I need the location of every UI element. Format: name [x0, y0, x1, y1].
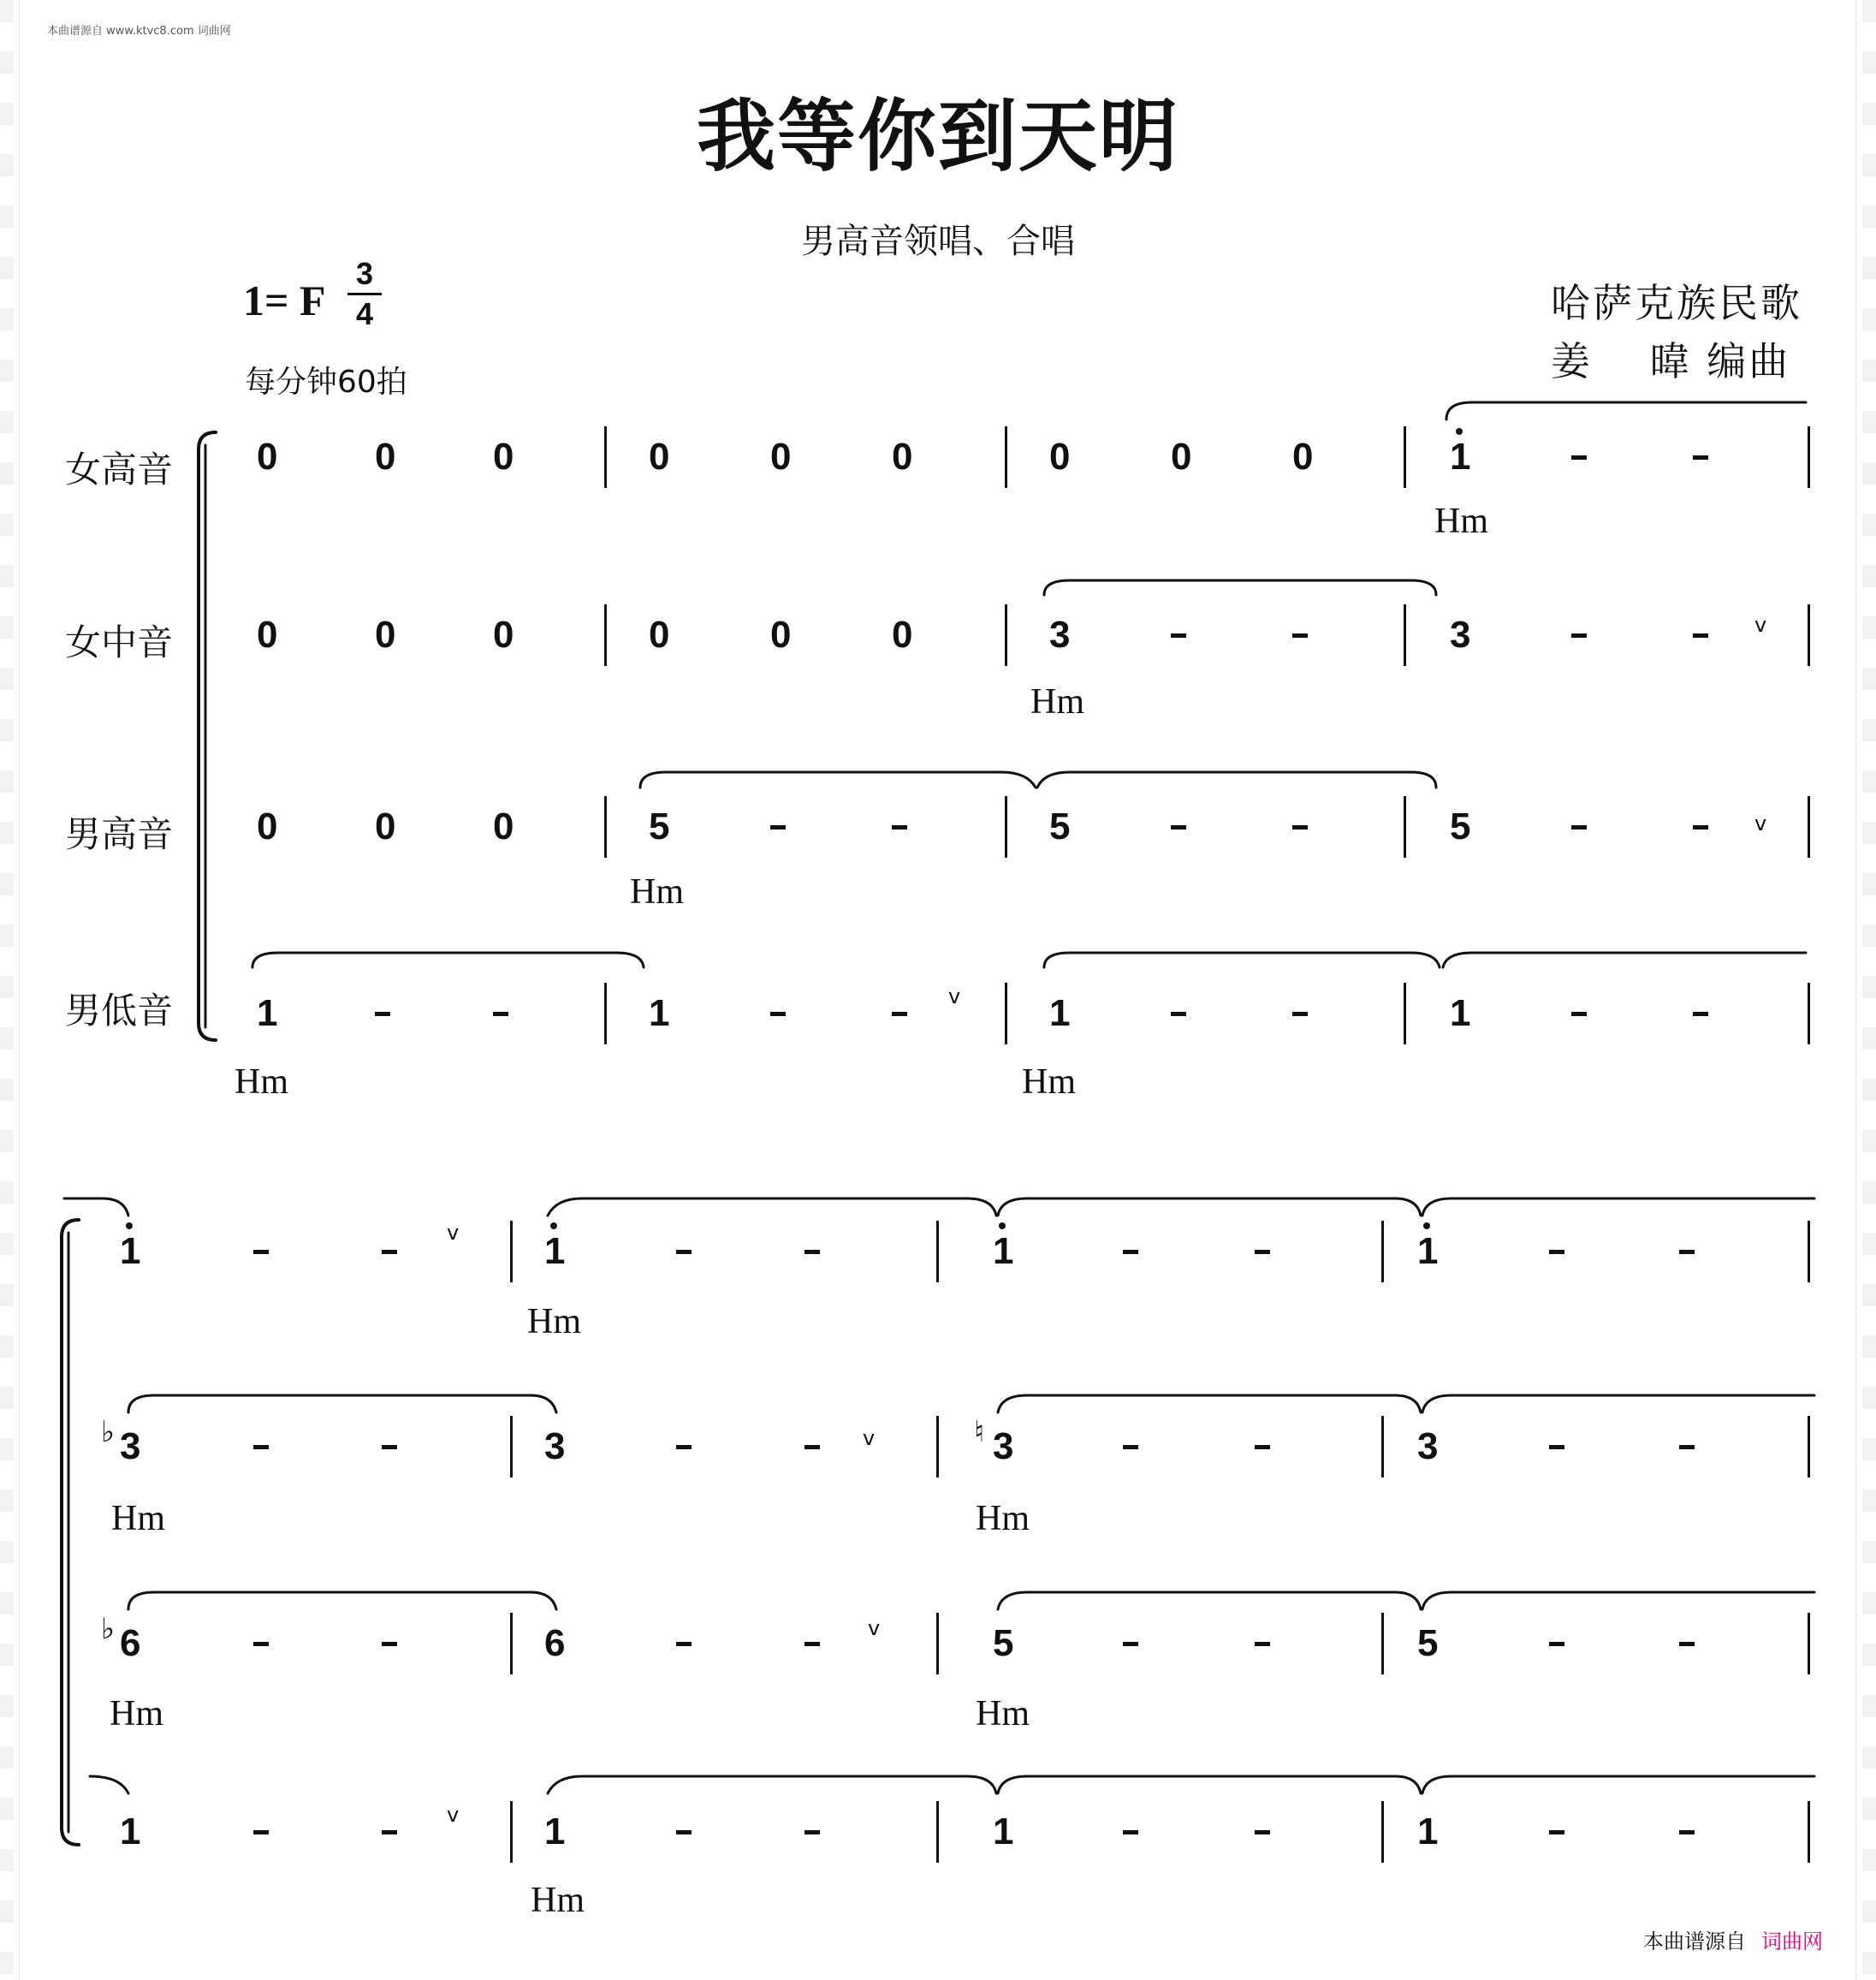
s2-r1-m1-dash-2	[804, 1445, 820, 1449]
s1-r2-breath-mark-0: v	[1754, 812, 1767, 835]
s1-r3-m2-dash-1	[1171, 1012, 1186, 1016]
s1-r2-m0-note-0: 0	[257, 806, 278, 847]
slur-s1-tenor-b	[1037, 772, 1436, 788]
s1-r2-m0-note-0: 0	[375, 806, 396, 847]
s1-r3-m1-dash-1	[770, 1012, 786, 1016]
s1-r2-barline-3	[1808, 796, 1810, 858]
s2-r2-m0-accidental: ♭	[101, 1612, 116, 1646]
s2-r2-m0-note-6: 6	[120, 1622, 141, 1664]
s1-r2-m0-note-0: 0	[493, 806, 514, 847]
slur-s2-soprano-b	[548, 1198, 996, 1216]
slur-s2-bass-d	[1422, 1776, 1814, 1793]
s2-r3-barline-2	[1381, 1801, 1384, 1863]
source-credit: 哈萨克族民歌	[1551, 280, 1802, 326]
footer-site-link[interactable]: 词曲网	[1761, 1929, 1823, 1953]
s1-r1-breath-mark-0: v	[1754, 613, 1767, 637]
slur-s1-soprano	[1446, 402, 1806, 419]
s2-r0-m1-note-high-1: 1	[544, 1230, 566, 1272]
s1-r0-m3-dash-1	[1571, 455, 1587, 460]
s2-r0-barline-3	[1808, 1221, 1810, 1282]
s2-r0-m3-dash-1	[1549, 1250, 1564, 1254]
s1-r3-barline-3	[1808, 983, 1810, 1044]
s2-r2-m1-dash-2	[804, 1642, 820, 1646]
s1-r3-m0-dash-1	[375, 1012, 390, 1016]
s2-r1-m1-dash-1	[676, 1445, 692, 1449]
s1-r2-lyric-0: Hm	[630, 872, 684, 912]
s2-r3-m0-dash-1	[253, 1830, 269, 1834]
source-site-top: 本曲谱源自 www.ktvc8.com 词曲网	[47, 25, 231, 38]
s1-r2-m3-dash-1	[1571, 825, 1587, 829]
footer-credit	[1643, 1924, 1823, 1954]
s2-r1-m3-dash-2	[1679, 1445, 1695, 1449]
s1-r0-barline-1	[1005, 426, 1007, 488]
s1-r3-m3-dash-2	[1693, 1012, 1708, 1016]
s2-r0-m0-dash-2	[382, 1250, 397, 1254]
s2-r2-barline-0	[510, 1613, 513, 1674]
system1-brace	[199, 432, 216, 1040]
slur-s1-bass-b	[1044, 953, 1440, 967]
s2-r3-m3-note-1: 1	[1417, 1811, 1439, 1852]
slur-s2-bass-c	[998, 1776, 1421, 1793]
s2-r0-m3-note-high-1: 1	[1417, 1230, 1439, 1272]
s2-r1-lyric-0: Hm	[111, 1499, 165, 1538]
s2-r3-breath-mark-0: v	[447, 1803, 460, 1827]
slur-s2-soprano-c	[998, 1198, 1421, 1216]
s2-r1-m2-accidental: ♮	[974, 1415, 985, 1449]
s1-r3-m3-dash-1	[1571, 1012, 1587, 1016]
tempo-marking: 每分钟60拍	[245, 365, 407, 400]
s1-r1-m2-note-3: 3	[1049, 614, 1071, 656]
slur-s2-alto-b	[998, 1395, 1421, 1412]
footer-label: 本曲谱源自	[1643, 1929, 1746, 1953]
s2-r1-barline-0	[510, 1416, 513, 1478]
s2-r0-m1-octave-dot	[550, 1222, 557, 1229]
slur-s2-soprano-a	[64, 1198, 128, 1216]
s1-r2-barline-0	[604, 796, 607, 858]
s1-r3-m3-note-1: 1	[1450, 992, 1471, 1034]
s2-r1-breath-mark-0: v	[863, 1426, 876, 1450]
s2-r3-barline-1	[936, 1801, 939, 1863]
s2-r0-m3-octave-dot	[1423, 1222, 1430, 1229]
s1-r3-m0-note-1: 1	[257, 992, 278, 1034]
s1-r1-lyric-0: Hm	[1030, 682, 1084, 722]
s1-r0-m1-note-0: 0	[770, 436, 792, 478]
slur-s1-bass-a	[252, 953, 644, 967]
s1-r0-barline-2	[1404, 426, 1406, 488]
s1-r3-lyric-0: Hm	[234, 1062, 288, 1102]
s1-r1-m0-note-0: 0	[375, 614, 396, 656]
s2-r0-barline-1	[936, 1221, 939, 1282]
s1-r2-m2-dash-1	[1171, 825, 1186, 829]
voice-label-alto: 女中音	[65, 621, 174, 663]
s1-r1-barline-3	[1808, 604, 1810, 666]
s1-r1-m3-dash-2	[1693, 633, 1708, 638]
s2-r1-barline-2	[1381, 1416, 1384, 1478]
s2-r3-m2-dash-2	[1255, 1830, 1270, 1834]
s2-r0-lyric-0: Hm	[527, 1302, 581, 1341]
slur-s2-tenor-a	[128, 1592, 556, 1609]
system2-brace	[62, 1220, 79, 1845]
s2-r2-lyric-0: Hm	[110, 1694, 163, 1733]
s2-r3-m1-dash-2	[804, 1830, 820, 1834]
arranger-credit: 姜 暐 编曲	[1551, 338, 1791, 384]
s2-r1-lyric-1: Hm	[976, 1499, 1030, 1538]
s1-r1-m1-note-0: 0	[770, 614, 792, 656]
s1-r3-barline-2	[1404, 983, 1406, 1044]
s2-r3-m1-dash-1	[676, 1830, 692, 1834]
s1-r3-m2-dash-2	[1292, 1012, 1308, 1016]
s2-r1-barline-1	[936, 1416, 939, 1478]
s2-r1-m2-note-3: 3	[993, 1425, 1014, 1467]
s2-r0-m3-dash-2	[1679, 1250, 1695, 1254]
s1-r0-m3-dash-2	[1693, 455, 1708, 460]
s2-r2-m0-dash-1	[253, 1642, 269, 1646]
s1-r0-m1-note-0: 0	[892, 436, 913, 478]
s2-r3-m2-dash-1	[1123, 1830, 1138, 1834]
s1-r0-barline-3	[1808, 426, 1810, 488]
s2-r2-lyric-1: Hm	[976, 1694, 1030, 1733]
s2-r0-m2-note-high-1: 1	[993, 1230, 1014, 1272]
s2-r0-barline-0	[510, 1221, 513, 1282]
s2-r2-barline-2	[1381, 1613, 1384, 1674]
slur-s1-alto	[1044, 580, 1436, 595]
s1-r0-m2-note-0: 0	[1049, 436, 1071, 478]
s1-r1-m2-dash-1	[1171, 633, 1186, 638]
s2-r1-m2-dash-1	[1123, 1445, 1138, 1449]
s1-r1-m3-note-3: 3	[1450, 614, 1471, 656]
slur-s2-alto-a	[128, 1395, 556, 1412]
s1-r1-m0-note-0: 0	[493, 614, 514, 656]
s1-r3-m0-dash-2	[493, 1012, 508, 1016]
s2-r0-m1-dash-1	[676, 1250, 692, 1254]
s1-r1-barline-1	[1005, 604, 1007, 666]
s2-r0-m2-dash-2	[1255, 1250, 1270, 1254]
slur-s2-soprano-d	[1422, 1198, 1814, 1216]
s1-r1-m1-note-0: 0	[649, 614, 670, 656]
song-subtitle: 男高音领唱、合唱	[801, 222, 1075, 261]
s2-r0-m0-dash-1	[253, 1250, 269, 1254]
s1-r2-barline-1	[1005, 796, 1007, 858]
s1-r2-m1-note-5: 5	[649, 806, 670, 847]
s2-r0-m2-octave-dot	[999, 1222, 1006, 1229]
s1-r1-m1-note-0: 0	[892, 614, 913, 656]
s1-r3-m2-note-1: 1	[1049, 992, 1071, 1034]
s2-r2-m2-note-5: 5	[993, 1622, 1014, 1664]
s2-r1-m0-dash-2	[382, 1445, 397, 1449]
s2-r2-m3-dash-2	[1679, 1642, 1695, 1646]
voice-label-tenor: 男高音	[65, 813, 174, 855]
s2-r3-m3-dash-2	[1679, 1830, 1695, 1834]
s2-r0-m2-dash-1	[1123, 1250, 1138, 1254]
slur-s2-tenor-c	[1422, 1592, 1814, 1609]
s1-r1-barline-2	[1404, 604, 1406, 666]
s2-r3-m0-dash-2	[382, 1830, 397, 1834]
s1-r2-m1-dash-2	[892, 825, 907, 829]
s1-r2-m1-dash-1	[770, 825, 786, 829]
slur-s2-bass-b	[548, 1776, 996, 1793]
s2-r0-breath-mark-0: v	[447, 1221, 460, 1245]
s2-r2-breath-mark-0: v	[868, 1616, 881, 1640]
s1-r0-m0-note-0: 0	[375, 436, 396, 478]
time-signature-numerator: 3	[355, 256, 374, 291]
s1-r3-lyric-1: Hm	[1022, 1062, 1076, 1102]
s2-r3-barline-3	[1808, 1801, 1810, 1863]
s2-r2-m0-dash-2	[382, 1642, 397, 1646]
s1-r3-m1-dash-2	[892, 1012, 907, 1016]
slur-s1-tenor-a	[640, 772, 1036, 788]
song-title: 我等你到天明	[696, 90, 1179, 182]
s2-r1-m1-note-3: 3	[544, 1425, 566, 1467]
s1-r3-barline-0	[604, 983, 607, 1044]
slur-s2-alto-c	[1422, 1395, 1814, 1412]
s2-r2-m1-note-6: 6	[544, 1622, 566, 1664]
s1-r2-m3-note-5: 5	[1450, 806, 1471, 847]
s1-r1-m2-dash-2	[1292, 633, 1308, 638]
s2-r3-m1-note-1: 1	[544, 1811, 566, 1852]
s2-r2-barline-3	[1808, 1613, 1810, 1674]
s1-r0-m1-note-0: 0	[649, 436, 670, 478]
slur-s2-bass-a	[90, 1776, 128, 1793]
s1-r3-breath-mark-0: v	[948, 984, 961, 1008]
s1-r0-m0-note-0: 0	[257, 436, 278, 478]
key-signature: 1= F	[243, 276, 326, 324]
s1-r2-m3-dash-2	[1693, 825, 1708, 829]
s2-r2-m2-dash-1	[1123, 1642, 1138, 1646]
s2-r1-m0-dash-1	[253, 1445, 269, 1449]
s2-r1-barline-3	[1808, 1416, 1810, 1478]
s1-r0-m3-note-high-1: 1	[1450, 436, 1471, 478]
s2-r2-m3-dash-1	[1549, 1642, 1564, 1646]
s2-r1-m0-accidental: ♭	[101, 1415, 116, 1449]
s2-r0-m1-dash-2	[804, 1250, 820, 1254]
s1-r1-m3-dash-1	[1571, 633, 1587, 638]
voice-label-soprano: 女高音	[65, 449, 174, 491]
s2-r3-m3-dash-1	[1549, 1830, 1564, 1834]
s2-r3-barline-0	[510, 1801, 513, 1863]
s1-r2-m2-note-5: 5	[1049, 806, 1071, 847]
s1-r1-m0-note-0: 0	[257, 614, 278, 656]
s1-r3-barline-1	[1005, 983, 1007, 1044]
s2-r0-m0-note-high-1: 1	[120, 1230, 141, 1272]
s1-r2-m2-dash-2	[1292, 825, 1308, 829]
s2-r2-m2-dash-2	[1255, 1642, 1270, 1646]
slur-s1-bass-c	[1443, 953, 1806, 967]
s1-r0-m3-octave-dot	[1456, 428, 1463, 435]
s2-r1-m2-dash-2	[1255, 1445, 1270, 1449]
s1-r0-m2-note-0: 0	[1171, 436, 1192, 478]
s2-r1-m3-note-3: 3	[1417, 1425, 1439, 1467]
s1-r0-barline-0	[604, 426, 607, 488]
s2-r1-m3-dash-1	[1549, 1445, 1564, 1449]
s2-r3-m2-note-1: 1	[993, 1811, 1014, 1852]
s2-r1-m0-note-3: 3	[120, 1425, 141, 1467]
s1-r2-barline-2	[1404, 796, 1406, 858]
s2-r0-m0-octave-dot	[126, 1222, 133, 1229]
s2-r3-m0-note-1: 1	[120, 1811, 141, 1852]
s1-r0-lyric-0: Hm	[1434, 502, 1488, 541]
slur-s2-tenor-b	[998, 1592, 1421, 1609]
voice-label-bass: 男低音	[65, 990, 174, 1032]
time-signature-denominator: 4	[355, 296, 374, 331]
s1-r1-barline-0	[604, 604, 607, 666]
s1-r0-m0-note-0: 0	[493, 436, 514, 478]
s1-r3-m1-note-1: 1	[649, 992, 670, 1034]
s2-r2-m3-note-5: 5	[1417, 1622, 1439, 1664]
s2-r3-lyric-0: Hm	[531, 1881, 585, 1920]
s2-r2-m1-dash-1	[676, 1642, 692, 1646]
s2-r2-barline-1	[936, 1613, 939, 1674]
s2-r0-barline-2	[1381, 1221, 1384, 1282]
s1-r0-m2-note-0: 0	[1292, 436, 1314, 478]
